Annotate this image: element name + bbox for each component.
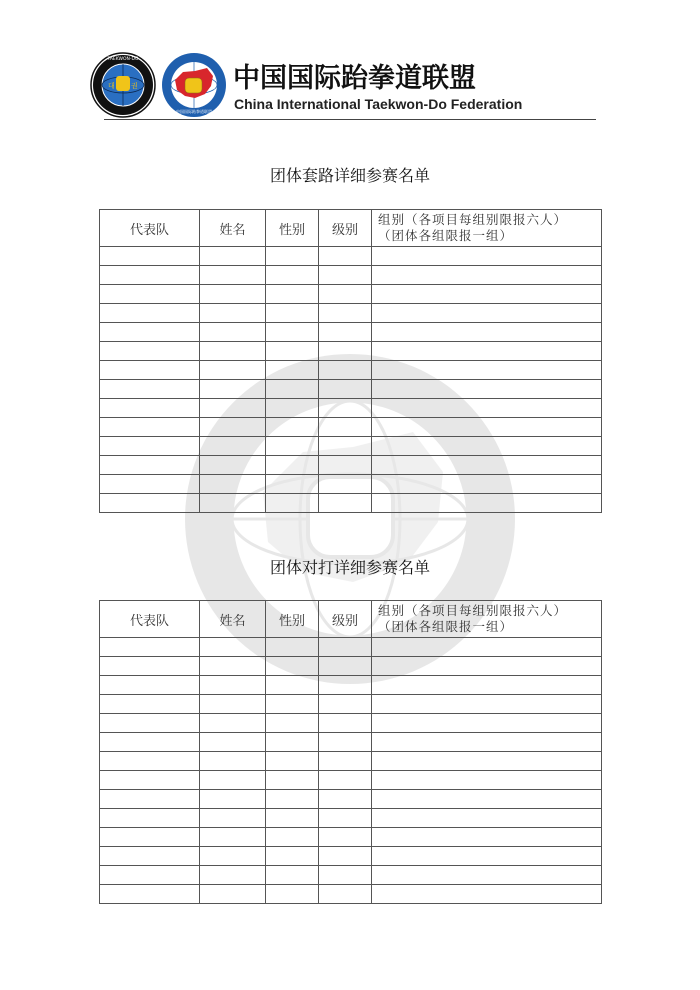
- table-row: [100, 809, 602, 828]
- group-cell[interactable]: [372, 695, 602, 714]
- gender-cell[interactable]: [266, 714, 319, 733]
- col-header-team: 代表队: [100, 210, 200, 247]
- section-title-team-sparring: 团体对打详细参赛名单: [269, 558, 430, 577]
- rank-cell[interactable]: [319, 657, 372, 676]
- gender-cell[interactable]: [266, 771, 319, 790]
- rank-cell[interactable]: [319, 638, 372, 657]
- table-row: [100, 790, 602, 809]
- rank-cell[interactable]: [319, 828, 372, 847]
- gender-cell[interactable]: [266, 828, 319, 847]
- gender-cell[interactable]: [266, 380, 319, 399]
- team-cell[interactable]: [100, 790, 200, 809]
- group-cell[interactable]: [372, 361, 602, 380]
- team-cell[interactable]: [100, 323, 200, 342]
- team-cell[interactable]: [100, 418, 200, 437]
- team-cell[interactable]: [100, 676, 200, 695]
- org-name-en: China International Taekwon-Do Federation: [234, 96, 523, 112]
- name-cell[interactable]: [200, 418, 266, 437]
- table-row: [100, 657, 602, 676]
- table-row: [100, 494, 602, 513]
- rank-cell[interactable]: [319, 361, 372, 380]
- name-cell[interactable]: [200, 771, 266, 790]
- table-row: [100, 885, 602, 904]
- group-cell[interactable]: [372, 657, 602, 676]
- table-row: [100, 733, 602, 752]
- group-cell[interactable]: [372, 323, 602, 342]
- table-row: [100, 304, 602, 323]
- col-header-rank: 级别: [319, 601, 372, 638]
- table-row: [100, 475, 602, 494]
- gender-cell[interactable]: [266, 475, 319, 494]
- group-cell[interactable]: [372, 304, 602, 323]
- group-cell[interactable]: [372, 885, 602, 904]
- team-cell[interactable]: [100, 437, 200, 456]
- group-cell[interactable]: [372, 828, 602, 847]
- itf-logo: [90, 52, 156, 118]
- citf-logo: [161, 52, 227, 118]
- gender-cell[interactable]: [266, 733, 319, 752]
- name-cell[interactable]: [200, 437, 266, 456]
- rank-cell[interactable]: [319, 285, 372, 304]
- team-cell[interactable]: [100, 342, 200, 361]
- gender-cell[interactable]: [266, 323, 319, 342]
- gender-cell[interactable]: [266, 418, 319, 437]
- name-cell[interactable]: [200, 809, 266, 828]
- rank-cell[interactable]: [319, 752, 372, 771]
- group-cell[interactable]: [372, 456, 602, 475]
- rank-cell[interactable]: [319, 437, 372, 456]
- name-cell[interactable]: [200, 752, 266, 771]
- table-row: [100, 285, 602, 304]
- name-cell[interactable]: [200, 285, 266, 304]
- group-cell[interactable]: [372, 752, 602, 771]
- team-cell[interactable]: [100, 828, 200, 847]
- name-cell[interactable]: [200, 361, 266, 380]
- col-header-name: 姓名: [200, 210, 266, 247]
- section-title-team-forms: 团体套路详细参赛名单: [269, 166, 430, 185]
- table-row: [100, 323, 602, 342]
- group-header-line2: （团体各组限报一组）: [378, 228, 514, 243]
- team-cell[interactable]: [100, 475, 200, 494]
- name-cell[interactable]: [200, 866, 266, 885]
- group-cell[interactable]: [372, 638, 602, 657]
- name-cell[interactable]: [200, 790, 266, 809]
- gender-cell[interactable]: [266, 247, 319, 266]
- team-cell[interactable]: [100, 247, 200, 266]
- table-row: [100, 771, 602, 790]
- team-cell[interactable]: [100, 304, 200, 323]
- rank-cell[interactable]: [319, 342, 372, 361]
- team-cell[interactable]: [100, 771, 200, 790]
- team-cell[interactable]: [100, 266, 200, 285]
- group-cell[interactable]: [372, 475, 602, 494]
- gender-cell[interactable]: [266, 752, 319, 771]
- name-cell[interactable]: [200, 638, 266, 657]
- name-cell[interactable]: [200, 323, 266, 342]
- name-cell[interactable]: [200, 456, 266, 475]
- team-cell[interactable]: [100, 494, 200, 513]
- gender-cell[interactable]: [266, 847, 319, 866]
- table-row: [100, 399, 602, 418]
- team-cell[interactable]: [100, 809, 200, 828]
- group-cell[interactable]: [372, 676, 602, 695]
- rank-cell[interactable]: [319, 380, 372, 399]
- svg-text:대: 대: [108, 82, 115, 90]
- name-cell[interactable]: [200, 247, 266, 266]
- rank-cell[interactable]: [319, 475, 372, 494]
- rank-cell[interactable]: [319, 790, 372, 809]
- team-cell[interactable]: [100, 399, 200, 418]
- gender-cell[interactable]: [266, 866, 319, 885]
- team-forms-rows: [100, 247, 602, 513]
- table-row: [100, 847, 602, 866]
- table-row: [100, 361, 602, 380]
- gender-cell[interactable]: [266, 885, 319, 904]
- team-cell[interactable]: [100, 285, 200, 304]
- table-row: [100, 418, 602, 437]
- group-cell[interactable]: [372, 714, 602, 733]
- group-header-line1: 组别（各项目每组别限报六人）: [378, 212, 568, 227]
- group-cell[interactable]: [372, 247, 602, 266]
- rank-cell[interactable]: [319, 456, 372, 475]
- group-cell[interactable]: [372, 790, 602, 809]
- col-header-team: 代表队: [100, 601, 200, 638]
- table-row: [100, 380, 602, 399]
- name-cell[interactable]: [200, 828, 266, 847]
- name-cell[interactable]: [200, 676, 266, 695]
- name-cell[interactable]: [200, 733, 266, 752]
- gender-cell[interactable]: [266, 494, 319, 513]
- group-cell[interactable]: [372, 418, 602, 437]
- col-header-gender: 性别: [266, 601, 319, 638]
- team-cell[interactable]: [100, 866, 200, 885]
- team-cell[interactable]: [100, 885, 200, 904]
- name-cell[interactable]: [200, 657, 266, 676]
- itf-emblem-icon: [90, 52, 156, 118]
- group-cell[interactable]: [372, 809, 602, 828]
- gender-cell[interactable]: [266, 676, 319, 695]
- rank-cell[interactable]: [319, 418, 372, 437]
- gender-cell[interactable]: [266, 285, 319, 304]
- name-cell[interactable]: [200, 266, 266, 285]
- team-cell[interactable]: [100, 847, 200, 866]
- group-cell[interactable]: [372, 494, 602, 513]
- name-cell[interactable]: [200, 399, 266, 418]
- gender-cell[interactable]: [266, 456, 319, 475]
- svg-text:中国国际跆拳道联盟: 中国国际跆拳道联盟: [176, 109, 212, 114]
- group-cell[interactable]: [372, 847, 602, 866]
- rank-cell[interactable]: [319, 304, 372, 323]
- table-row: [100, 695, 602, 714]
- group-cell[interactable]: [372, 733, 602, 752]
- group-cell[interactable]: [372, 285, 602, 304]
- rank-cell[interactable]: [319, 266, 372, 285]
- table-row: [100, 266, 602, 285]
- col-header-group: [372, 210, 602, 247]
- col-header-rank: 级别: [319, 210, 372, 247]
- name-cell[interactable]: [200, 847, 266, 866]
- citf-emblem-icon: [161, 52, 227, 118]
- group-cell[interactable]: [372, 437, 602, 456]
- table-row: [100, 456, 602, 475]
- rank-cell[interactable]: [319, 676, 372, 695]
- org-name-cn: 中国国际跆拳道联盟: [233, 63, 476, 94]
- gender-cell[interactable]: [266, 638, 319, 657]
- rank-cell[interactable]: [319, 494, 372, 513]
- team-cell[interactable]: [100, 456, 200, 475]
- rank-cell[interactable]: [319, 885, 372, 904]
- svg-text:권: 권: [131, 82, 138, 90]
- team-cell[interactable]: [100, 714, 200, 733]
- team-forms-roster-table: [99, 209, 602, 513]
- name-cell[interactable]: [200, 475, 266, 494]
- team-cell[interactable]: [100, 657, 200, 676]
- col-header-group: [372, 601, 602, 638]
- name-cell[interactable]: [200, 714, 266, 733]
- team-cell[interactable]: [100, 752, 200, 771]
- col-header-gender: 性别: [266, 210, 319, 247]
- gender-cell[interactable]: [266, 657, 319, 676]
- group-header-line2: （团体各组限报一组）: [378, 619, 514, 634]
- table-row: [100, 342, 602, 361]
- rank-cell[interactable]: [319, 247, 372, 266]
- name-cell[interactable]: [200, 885, 266, 904]
- table-row: [100, 866, 602, 885]
- table-row: [100, 247, 602, 266]
- table-header-row: [100, 210, 602, 247]
- rank-cell[interactable]: [319, 809, 372, 828]
- header-divider: [104, 119, 596, 120]
- gender-cell[interactable]: [266, 304, 319, 323]
- group-cell[interactable]: [372, 399, 602, 418]
- rank-cell[interactable]: [319, 866, 372, 885]
- rank-cell[interactable]: [319, 733, 372, 752]
- table-row: [100, 638, 602, 657]
- gender-cell[interactable]: [266, 399, 319, 418]
- rank-cell[interactable]: [319, 847, 372, 866]
- name-cell[interactable]: [200, 695, 266, 714]
- team-cell[interactable]: [100, 695, 200, 714]
- gender-cell[interactable]: [266, 361, 319, 380]
- group-cell[interactable]: [372, 342, 602, 361]
- team-sparring-rows: [100, 638, 602, 904]
- team-sparring-roster-table: [99, 600, 602, 904]
- svg-text:TAEKWON-DO: TAEKWON-DO: [107, 57, 139, 62]
- team-cell[interactable]: [100, 638, 200, 657]
- rank-cell[interactable]: [319, 771, 372, 790]
- rank-cell[interactable]: [319, 323, 372, 342]
- group-cell[interactable]: [372, 380, 602, 399]
- gender-cell[interactable]: [266, 342, 319, 361]
- gender-cell[interactable]: [266, 437, 319, 456]
- table-row: [100, 828, 602, 847]
- rank-cell[interactable]: [319, 695, 372, 714]
- team-cell[interactable]: [100, 380, 200, 399]
- name-cell[interactable]: [200, 342, 266, 361]
- group-cell[interactable]: [372, 771, 602, 790]
- table-row: [100, 714, 602, 733]
- gender-cell[interactable]: [266, 809, 319, 828]
- col-header-name: 姓名: [200, 601, 266, 638]
- gender-cell[interactable]: [266, 695, 319, 714]
- group-cell[interactable]: [372, 866, 602, 885]
- name-cell[interactable]: [200, 380, 266, 399]
- team-cell[interactable]: [100, 361, 200, 380]
- gender-cell[interactable]: [266, 790, 319, 809]
- gender-cell[interactable]: [266, 266, 319, 285]
- group-cell[interactable]: [372, 266, 602, 285]
- table-row: [100, 676, 602, 695]
- group-header-line1: 组别（各项目每组别限报六人）: [378, 603, 568, 618]
- team-cell[interactable]: [100, 733, 200, 752]
- name-cell[interactable]: [200, 494, 266, 513]
- rank-cell[interactable]: [319, 399, 372, 418]
- rank-cell[interactable]: [319, 714, 372, 733]
- table-header-row: [100, 601, 602, 638]
- table-row: [100, 752, 602, 771]
- table-row: [100, 437, 602, 456]
- name-cell[interactable]: [200, 304, 266, 323]
